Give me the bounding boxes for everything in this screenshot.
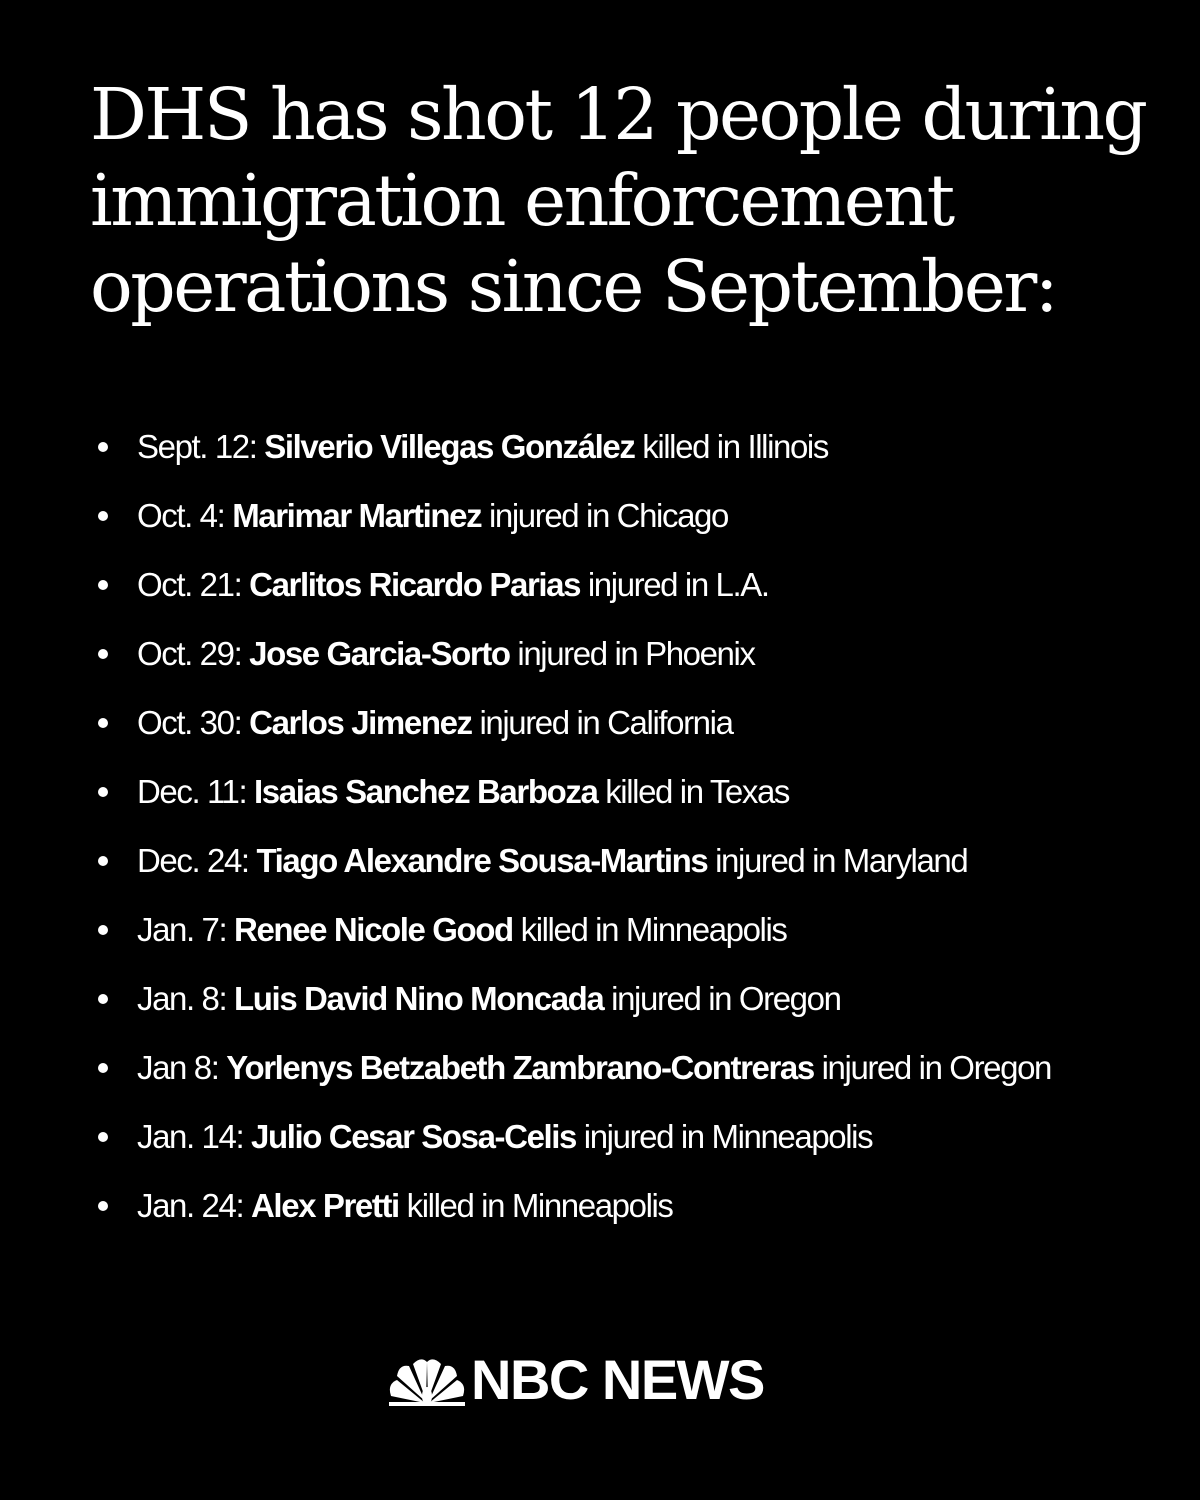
bullet-icon: [98, 787, 108, 797]
peacock-icon: [385, 1354, 469, 1406]
incident-date: Jan 8:: [137, 1048, 219, 1086]
incident-name: Silverio Villegas González: [264, 427, 635, 465]
list-item: [92, 895, 1192, 964]
bullet-icon: [98, 649, 108, 659]
incident-date: Oct. 29:: [137, 634, 242, 672]
incident-text: [137, 497, 728, 535]
incident-name: Renee Nicole Good: [234, 910, 513, 948]
incident-name: Alex Pretti: [251, 1186, 399, 1224]
incident-name: Yorlenys Betzabeth Zambrano-Contreras: [226, 1048, 814, 1086]
list-item: [92, 1102, 1192, 1171]
bullet-icon: [98, 1201, 108, 1211]
incident-list: [92, 412, 1192, 1240]
incident-outcome: killed in Minneapolis: [520, 910, 787, 948]
incident-outcome: injured in Oregon: [611, 979, 841, 1017]
list-item: [92, 757, 1192, 826]
incident-outcome: injured in Chicago: [488, 496, 728, 534]
incident-outcome: injured in Oregon: [821, 1048, 1051, 1086]
incident-name: Julio Cesar Sosa-Celis: [251, 1117, 577, 1155]
incident-date: Dec. 24:: [137, 841, 249, 879]
incident-outcome: killed in Illinois: [642, 427, 828, 465]
incident-outcome: injured in Phoenix: [517, 634, 755, 672]
incident-text: [137, 842, 967, 880]
incident-text: [137, 428, 828, 466]
bullet-icon: [98, 925, 108, 935]
incident-text: [137, 1049, 1051, 1087]
incident-date: Dec. 11:: [137, 772, 247, 810]
incident-date: Jan. 7:: [137, 910, 227, 948]
list-item: [92, 1033, 1192, 1102]
incident-date: Oct. 30:: [137, 703, 242, 741]
incident-text: [137, 1118, 872, 1156]
incident-outcome: killed in Minneapolis: [406, 1186, 673, 1224]
incident-text: [137, 566, 769, 604]
bullet-icon: [98, 718, 108, 728]
incident-date: Sept. 12:: [137, 427, 257, 465]
incident-name: Marimar Martinez: [232, 496, 482, 534]
incident-name: Jose Garcia-Sorto: [249, 634, 510, 672]
incident-outcome: injured in L.A.: [587, 565, 769, 603]
incident-name: Tiago Alexandre Sousa-Martins: [256, 841, 708, 879]
bullet-icon: [98, 994, 108, 1004]
list-item: [92, 619, 1192, 688]
nbc-news-logo: [385, 1348, 764, 1411]
incident-name: Carlitos Ricardo Parias: [249, 565, 581, 603]
bullet-icon: [98, 580, 108, 590]
incident-text: [137, 635, 755, 673]
incident-text: [137, 980, 841, 1018]
incident-name: Luis David Nino Moncada: [234, 979, 604, 1017]
incident-date: Jan. 8:: [137, 979, 227, 1017]
headline: DHS has shot 12 people during immigration enforcement operations since September:: [90, 73, 1146, 328]
incident-text: [137, 1187, 673, 1225]
incident-date: Oct. 21:: [137, 565, 242, 603]
list-item: [92, 1171, 1192, 1240]
bullet-icon: [98, 511, 108, 521]
bullet-icon: [98, 442, 108, 452]
bullet-icon: [98, 1063, 108, 1073]
incident-outcome: injured in California: [479, 703, 733, 741]
list-item: [92, 481, 1192, 550]
list-item: [92, 688, 1192, 757]
list-item: [92, 964, 1192, 1033]
list-item: [92, 550, 1192, 619]
incident-outcome: killed in Texas: [605, 772, 790, 810]
incident-name: Carlos Jimenez: [249, 703, 472, 741]
incident-outcome: injured in Minneapolis: [583, 1117, 873, 1155]
incident-date: Jan. 24:: [137, 1186, 244, 1224]
logo-text: NBC NEWS: [471, 1348, 764, 1411]
incident-outcome: injured in Maryland: [715, 841, 968, 879]
incident-text: [137, 704, 733, 742]
incident-date: Oct. 4:: [137, 496, 225, 534]
incident-text: [137, 773, 789, 811]
bullet-icon: [98, 1132, 108, 1142]
incident-name: Isaias Sanchez Barboza: [254, 772, 598, 810]
list-item: [92, 826, 1192, 895]
incident-text: [137, 911, 787, 949]
list-item: [92, 412, 1192, 481]
incident-date: Jan. 14:: [137, 1117, 244, 1155]
bullet-icon: [98, 856, 108, 866]
